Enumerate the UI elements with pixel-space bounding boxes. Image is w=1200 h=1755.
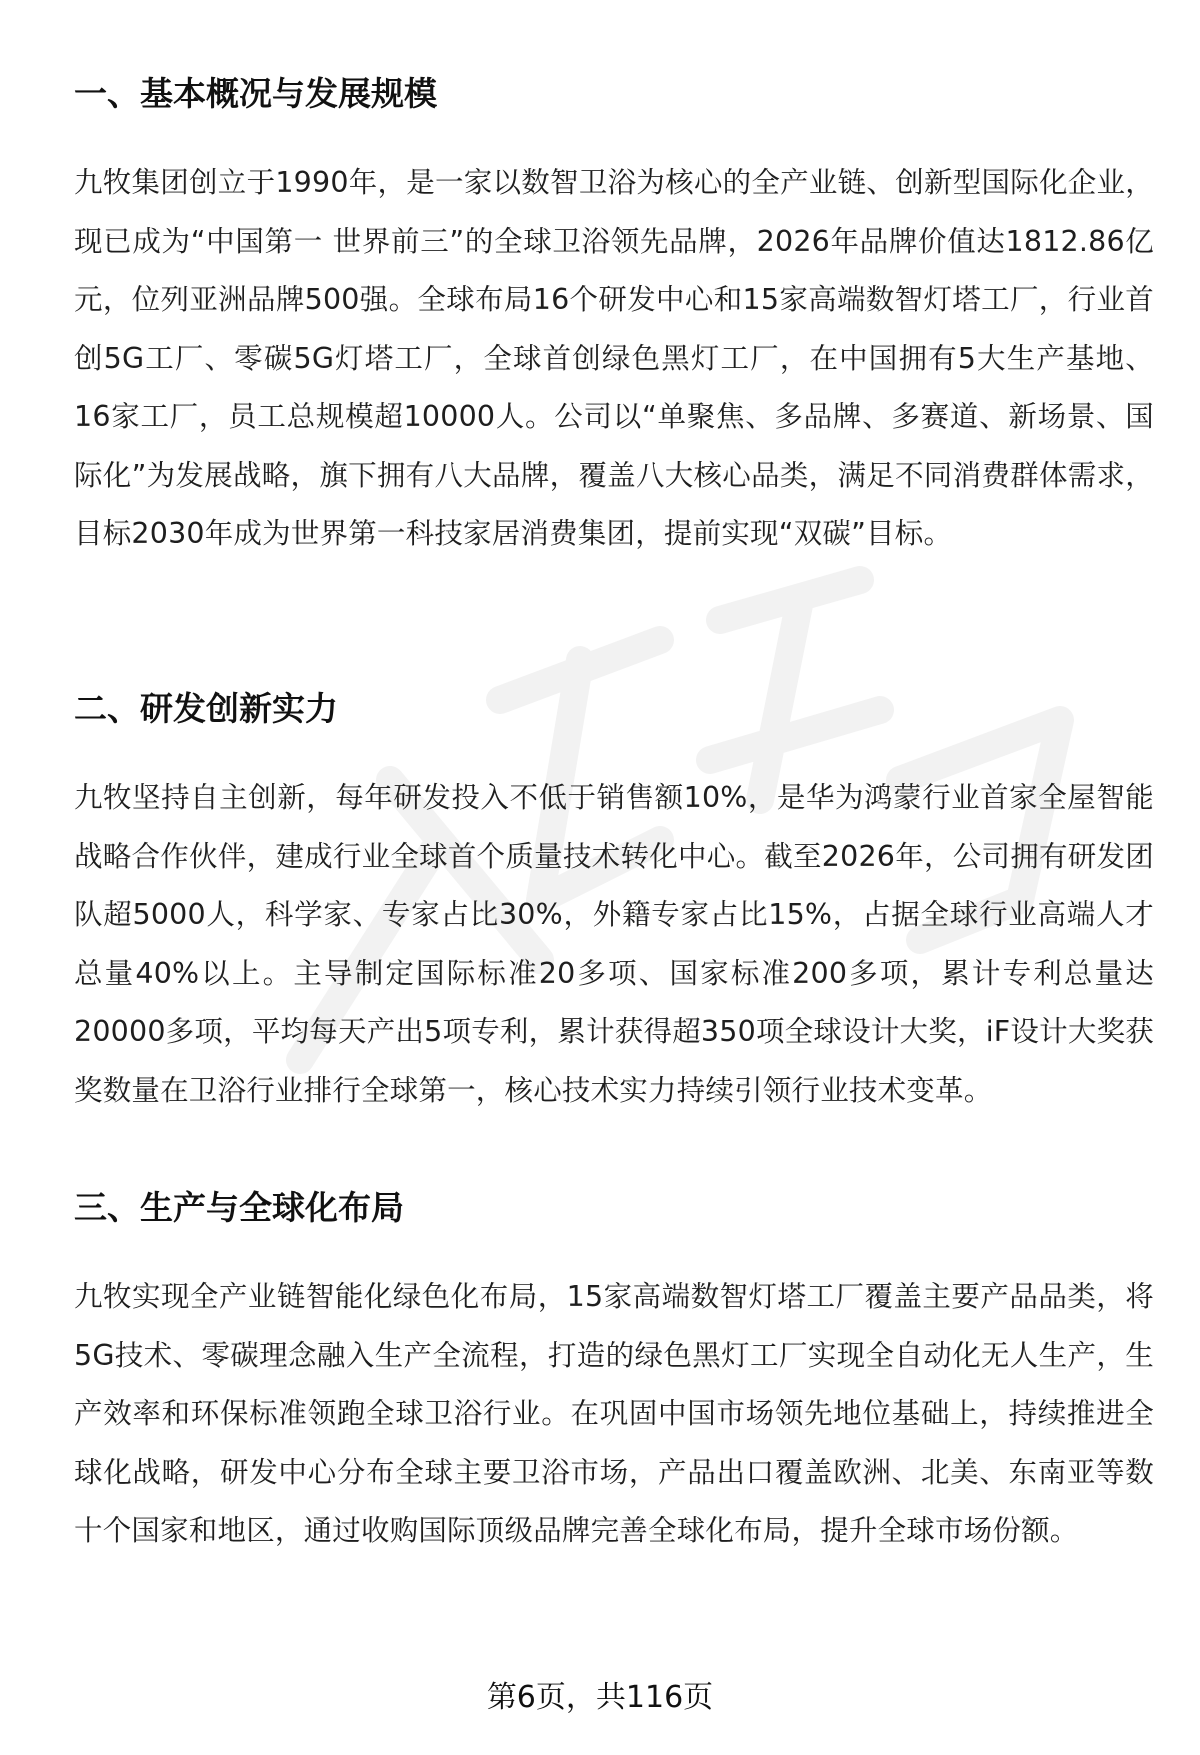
page-number-footer: 第6页，共116页 xyxy=(486,1680,714,1715)
section-heading: 一、基本概况与发展规模 xyxy=(74,74,437,113)
section-heading: 二、研发创新实力 xyxy=(74,689,338,728)
section-production-globalization xyxy=(74,1188,1154,1561)
section-rd-innovation xyxy=(74,689,1154,1120)
section-paragraph: 九牧坚持自主创新，每年研发投入不低于销售额10%，是华为鸿蒙行业首家全屋智能战略合作伙伴，建成行业全球首个质量技术转化中心。截至2026年，公司拥有研发团队超5000人，科学家、专家占比30%，外籍专家占比15%，占据全球行业高端人才总量40%以上。主导制定国际标准20多项、国家标准200多项，累计专利总量达20000多项，平均每天产出5项专利，累计获得超350项全球设计大奖，iF设计大奖获奖数量在卫浴行业排行全球第一，核心技术实力持续引领行业技术变革。 xyxy=(74,781,1154,1107)
section-paragraph: 九牧集团创立于1990年，是一家以数智卫浴为核心的全产业链、创新型国际化企业，现已成为“中国第一 世界前三”的全球卫浴领先品牌，2026年品牌价值达1812.86亿元，位列亚洲品牌500强。全球布局16个研发中心和15家高端数智灯塔工厂，行业首创5G工厂、零碳5G灯塔工厂，全球首创绿色黑灯工厂，在中国拥有5大生产基地、16家工厂，员工总规模超10000人。公司以“单聚焦、多品牌、多赛道、新场景、国际化”为发展战略，旗下拥有八大品牌，覆盖八大核心品类，满足不同消费群体需求，目标2030年成为世界第一科技家居消费集团，提前实现“双碳”目标。 xyxy=(74,166,1154,550)
section-basic-overview xyxy=(74,74,1154,564)
section-paragraph: 九牧实现全产业链智能化绿色化布局，15家高端数智灯塔工厂覆盖主要产品品类，将5G技术、零碳理念融入生产全流程，打造的绿色黑灯工厂实现全自动化无人生产，生产效率和环保标准领跑全球卫浴行业。在巩固中国市场领先地位基础上，持续推进全球化战略，研发中心分布全球主要卫浴市场，产品出口覆盖欧洲、北美、东南亚等数十个国家和地区，通过收购国际顶级品牌完善全球化布局，提升全球市场份额。 xyxy=(74,1280,1154,1547)
section-heading: 三、生产与全球化布局 xyxy=(74,1188,404,1227)
